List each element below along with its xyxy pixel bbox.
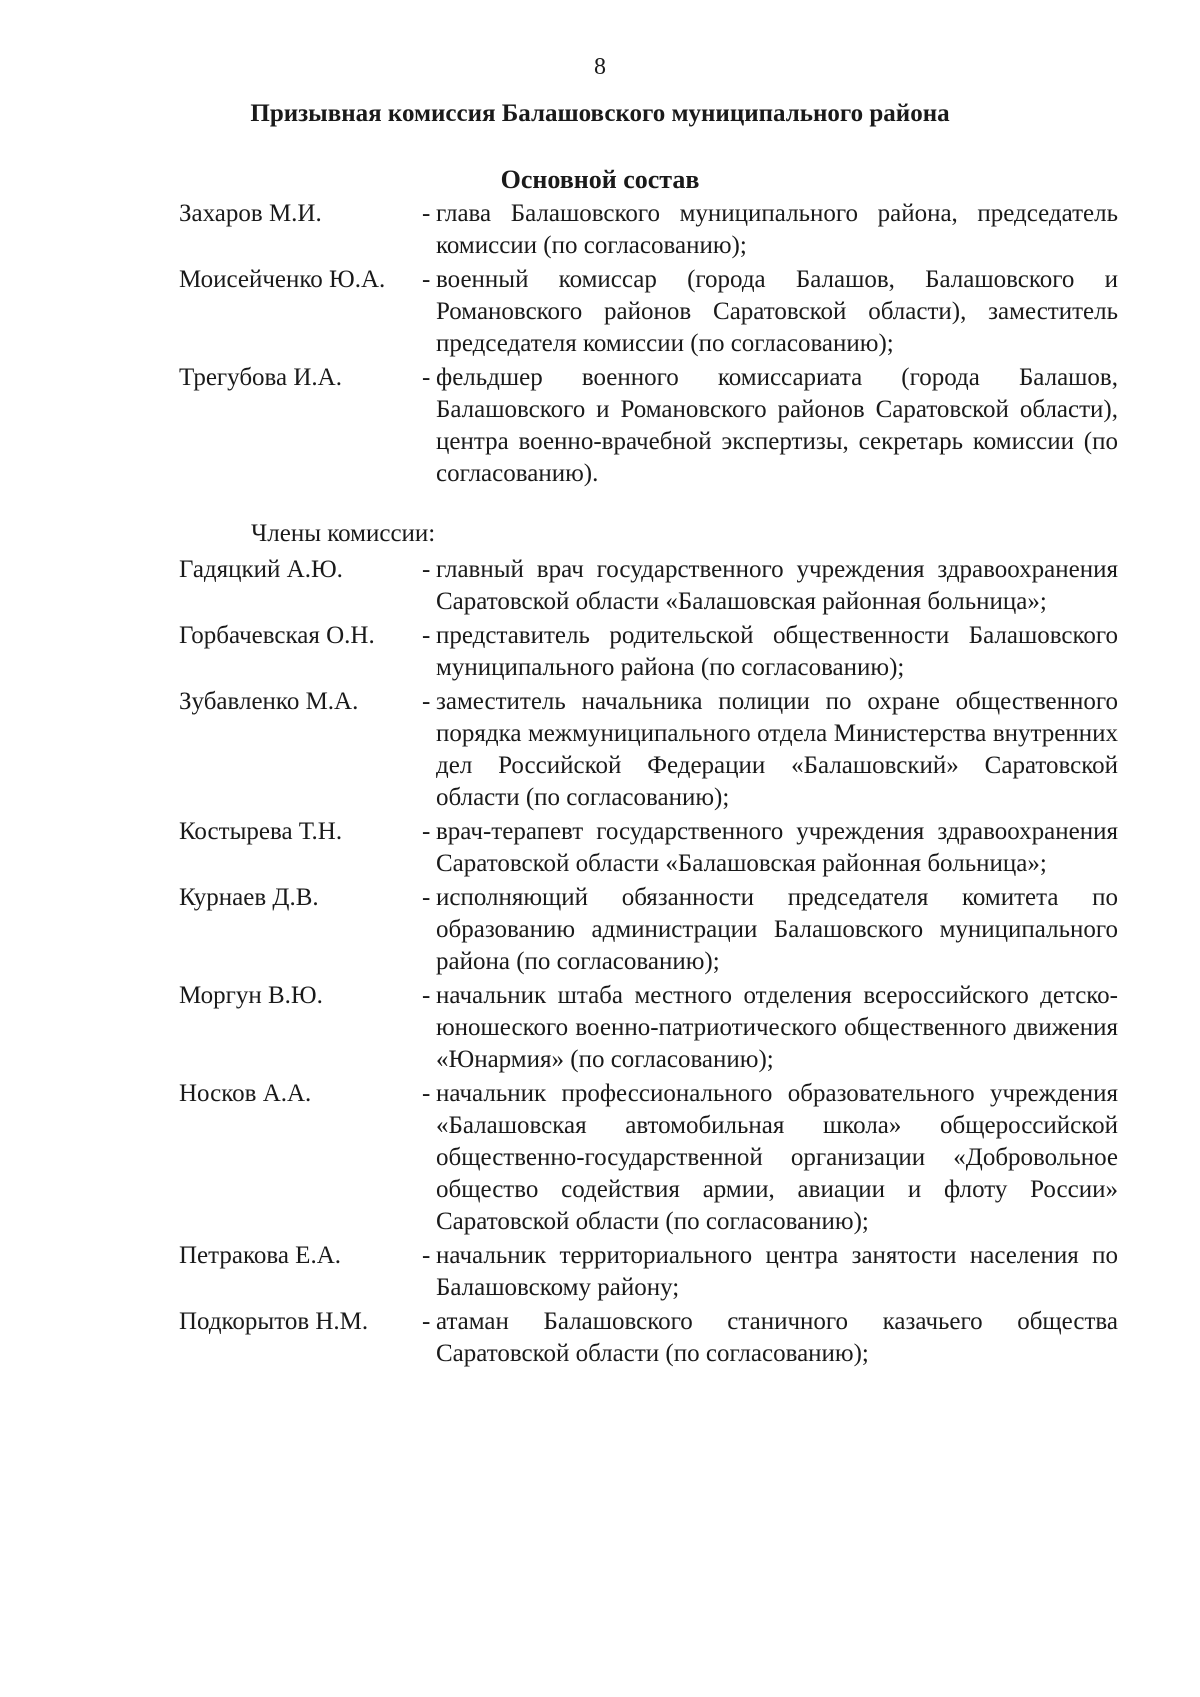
member-name: Трегубова И.А. [179,364,342,391]
dash: - [422,1242,431,1269]
list-item [0,980,1200,1076]
list-item [0,620,1200,684]
member-position: начальник штаба местного отделения всероссийского детско-юношеского военно-патриотического общественного движения «Юнармия» (по согласованию); [436,982,1118,1073]
main-composition-heading: Основной состав [500,165,700,194]
list-item [0,198,1200,262]
list-item [0,1078,1200,1238]
dash: - [422,556,431,583]
list-item [0,882,1200,978]
members-list [0,554,1200,1372]
member-position: исполняющий обязанности председателя комитета по образованию администрации Балашовского муниципального района (по согласованию); [436,884,1118,975]
member-position: военный комиссар (города Балашов, Балашовского и Романовского районов Саратовской области), заместитель председателя комиссии (по согласованию); [436,266,1118,357]
member-position: главный врач государственного учреждения здравоохранения Саратовской области «Балашовская районная больница»; [436,556,1118,615]
member-position: начальник профессионального образовательного учреждения «Балашовская автомобильная школа» общероссийской общественно-государственной организации «Добровольное общество содействия армии, авиации и флоту России» Саратовской области (по согласованию); [436,1080,1118,1235]
member-name: Моргун В.Ю. [179,982,323,1009]
member-name: Курнаев Д.В. [179,884,319,911]
list-item [0,264,1200,360]
member-name: Костырева Т.Н. [179,818,343,845]
members-heading: Члены комиссии: [251,520,436,547]
member-position: атаман Балашовского станичного казачьего общества Саратовской области (по согласованию); [436,1308,1118,1367]
member-name: Петракова Е.А. [179,1242,341,1269]
dash: - [422,688,431,715]
member-name: Зубавленко М.А. [179,688,359,715]
member-name: Носков А.А. [179,1080,312,1107]
dash: - [422,982,431,1009]
document-title: Призывная комиссия Балашовского муниципального района [250,100,950,127]
main-composition-list [0,198,1200,492]
list-item [0,1240,1200,1304]
member-position: фельдшер военного комиссариата (города Балашов, Балашовского и Романовского районов Саратовской области), центра военно-врачебной экспертизы, секретарь комиссии (по согласованию). [436,364,1118,487]
member-name: Горбачевская О.Н. [179,622,375,649]
dash: - [422,1080,431,1107]
member-name: Подкорытов Н.М. [179,1308,369,1335]
member-position: начальник территориального центра занятости населения по Балашовскому району; [436,1242,1118,1301]
list-item [0,362,1200,490]
member-name: Гадяцкий А.Ю. [179,556,343,583]
page-number: 8 [594,54,606,80]
list-item [0,686,1200,814]
member-position: глава Балашовского муниципального района, председатель комиссии (по согласованию); [436,200,1118,259]
list-item [0,816,1200,880]
member-name: Моисейченко Ю.А. [179,266,386,293]
list-item [0,1306,1200,1370]
member-position: врач-терапевт государственного учреждения здравоохранения Саратовской области «Балашовская районная больница»; [436,818,1118,877]
dash: - [422,266,431,293]
dash: - [422,200,431,227]
dash: - [422,1308,431,1335]
dash: - [422,818,431,845]
dash: - [422,622,431,649]
dash: - [422,364,431,391]
dash: - [422,884,431,911]
member-name: Захаров М.И. [179,200,322,227]
member-position: заместитель начальника полиции по охране общественного порядка межмуниципального отдела Министерства внутренних дел Российской Федерации «Балашовский» Саратовской области (по согласованию); [436,688,1118,811]
list-item [0,554,1200,618]
member-position: представитель родительской общественности Балашовского муниципального района (по согласованию); [436,622,1118,681]
